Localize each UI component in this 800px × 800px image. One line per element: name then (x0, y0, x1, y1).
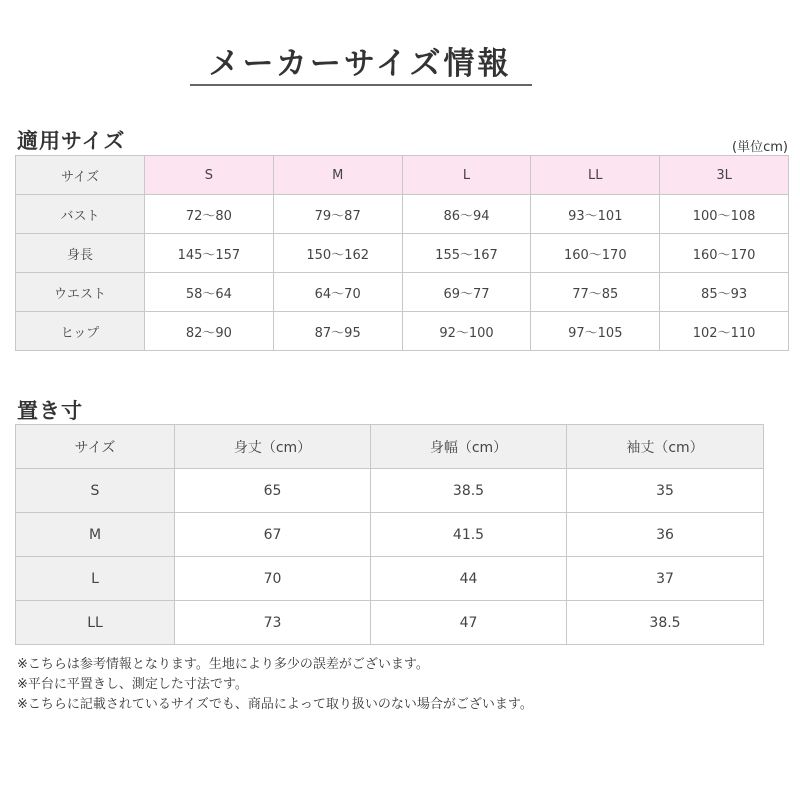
row-label: L (16, 557, 175, 601)
row-label: ヒップ (16, 312, 145, 351)
page-title: メーカーサイズ情報 (208, 46, 512, 82)
table-row (16, 312, 789, 351)
table-cell: 150～162 (273, 234, 402, 273)
table-cell: 35 (567, 469, 764, 513)
table-cell: 70 (175, 557, 371, 601)
size-table (15, 155, 789, 351)
size-section-heading: 適用サイズ (17, 129, 126, 153)
table-cell: 44 (371, 557, 567, 601)
row-label: ウエスト (16, 273, 145, 312)
table-cell: 58～64 (145, 273, 274, 312)
note-line: ※平台に平置きし、測定した寸法です。 (17, 677, 248, 692)
table-header-cell: L (402, 156, 531, 195)
table-cell: 77～85 (531, 273, 660, 312)
table-header-cell: S (145, 156, 274, 195)
table-cell: 155～167 (402, 234, 531, 273)
table-header-cell: サイズ (16, 156, 145, 195)
table-cell: 47 (371, 601, 567, 645)
table-row (16, 557, 764, 601)
table-cell: 160～170 (660, 234, 789, 273)
table-header-cell: 袖丈（cm） (567, 425, 764, 469)
table-cell: 79～87 (273, 195, 402, 234)
table-header-cell: LL (531, 156, 660, 195)
measure-section-heading: 置き寸 (17, 399, 83, 423)
table-cell: 36 (567, 513, 764, 557)
table-cell: 160～170 (531, 234, 660, 273)
table-row (16, 273, 789, 312)
table-cell: 85～93 (660, 273, 789, 312)
table-header-cell: 3L (660, 156, 789, 195)
table-row (16, 195, 789, 234)
note-line: ※こちらに記載されているサイズでも、商品によって取り扱いのない場合がございます。 (17, 697, 533, 712)
table-cell: 72～80 (145, 195, 274, 234)
table-cell: 38.5 (371, 469, 567, 513)
unit-label: (単位cm) (732, 140, 788, 155)
table-cell: 73 (175, 601, 371, 645)
row-label: M (16, 513, 175, 557)
table-header-cell: M (273, 156, 402, 195)
note-line: ※こちらは参考情報となります。生地により多少の誤差がございます。 (17, 657, 429, 672)
table-row (16, 234, 789, 273)
row-label: バスト (16, 195, 145, 234)
table-row (16, 469, 764, 513)
row-label: S (16, 469, 175, 513)
table-cell: 93～101 (531, 195, 660, 234)
table-cell: 65 (175, 469, 371, 513)
row-label: 身長 (16, 234, 145, 273)
table-cell: 67 (175, 513, 371, 557)
table-cell: 102～110 (660, 312, 789, 351)
title-underline (190, 84, 532, 86)
measure-table (15, 424, 764, 645)
table-cell: 86～94 (402, 195, 531, 234)
table-header-cell: 身幅（cm） (371, 425, 567, 469)
table-cell: 38.5 (567, 601, 764, 645)
table-header-row (16, 156, 789, 195)
table-header-cell: サイズ (16, 425, 175, 469)
table-cell: 64～70 (273, 273, 402, 312)
table-row (16, 601, 764, 645)
table-cell: 97～105 (531, 312, 660, 351)
table-cell: 69～77 (402, 273, 531, 312)
table-cell: 37 (567, 557, 764, 601)
row-label: LL (16, 601, 175, 645)
table-header-cell: 身丈（cm） (175, 425, 371, 469)
table-cell: 100～108 (660, 195, 789, 234)
table-header-row (16, 425, 764, 469)
table-row (16, 513, 764, 557)
table-cell: 145～157 (145, 234, 274, 273)
notes (17, 655, 533, 715)
table-cell: 41.5 (371, 513, 567, 557)
table-cell: 82～90 (145, 312, 274, 351)
table-cell: 87～95 (273, 312, 402, 351)
table-cell: 92～100 (402, 312, 531, 351)
